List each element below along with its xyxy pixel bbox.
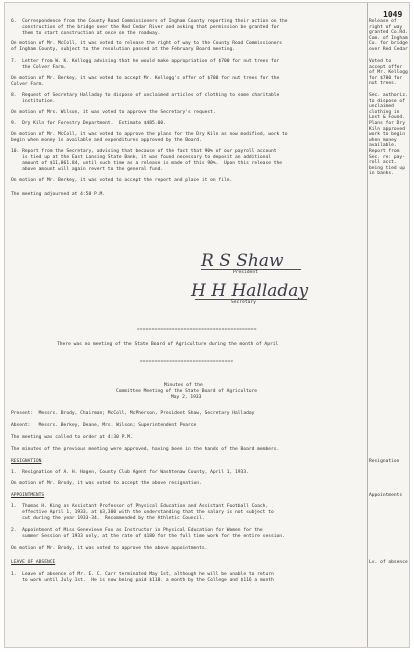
body-line: 10. Report from the Secretary, advising that because of the fact that 90% of our payroll account — [11, 149, 277, 154]
body-line: Colver Farm. — [11, 82, 45, 87]
minutes-date: May 2, 1933 — [171, 395, 202, 400]
secretary-signature: H H Halladay — [191, 281, 309, 301]
body-line: them to start construction at once on the roadway. — [11, 31, 161, 36]
body-line: cut during the year 1933-34. Recommended by the Athletic Council. — [11, 516, 205, 521]
body-line: The minutes of the previous meeting were approved, having been in the hands of the Board members. — [11, 447, 280, 452]
page-number: 1049 — [383, 10, 403, 19]
body-line: construction of the bridge over the Red Cedar River and asking that permission be granted for — [11, 25, 280, 30]
body-line: The meeting was called to order at 4:30 P.M. — [11, 435, 133, 440]
section-heading: RESIGNATION — [11, 459, 42, 464]
margin-note: Plans for Dry Kiln approved work to begin when money available. — [369, 121, 405, 149]
body-line: On motion of Mr. Brody, it was voted to accept the above resignation. — [11, 481, 202, 486]
body-line: to work until July 1st. He is now being paid $110. a month by the College and $116 a month — [11, 578, 274, 583]
margin-note: Resignation — [369, 459, 400, 464]
minutes-heading: Minutes of the — [164, 383, 203, 388]
body-line: On motion of Mr. McColl, it was voted to approve the plans for the Dry Kiln as now modified, work to — [11, 132, 288, 137]
body-line: begin when money is available and expenditures approved by the Board. — [11, 138, 202, 143]
minutes-heading: Committee Meeting of the State Board of Agriculture — [116, 389, 258, 394]
body-line: 7. Letter from W. K. Kellogg advising that he would make appropriation of $700 for nut trees for — [11, 59, 280, 64]
body-line: On motion of Mr. Berkey, it was voted to accept Mr. Kellogg's offer of $700 for nut trees for the — [11, 76, 280, 81]
secretary-title: Secretary — [231, 300, 256, 305]
body-line: institution. — [11, 99, 56, 104]
body-line: On motion of Mrs. Wilson, it was voted to approve the Secretary's request. — [11, 110, 216, 115]
body-line: On motion of Mr. McColl, it was voted to release the right of way to the County Road Commissioners — [11, 41, 283, 46]
president-title: President — [233, 270, 258, 275]
body-line: Present: Messrs. Brody, Chairman; McColl, McPherson, President Shaw, Secretary Halladay — [11, 411, 255, 416]
separator-line: ========================================= — [137, 326, 257, 331]
margin-note: Voted to accept offer of Mr. Kellogg for $700 for nut trees. — [369, 59, 408, 87]
body-line: of Ingham County, subject to the resolution passed at the February Board meeting. — [11, 47, 236, 52]
margin-note: Report from Sec. re: pay- roll acct. being tied up in banks. — [369, 149, 405, 177]
body-line: is tied up at the East Lansing State Bank, it was found necessary to deposit an additional — [11, 155, 271, 160]
body-line: effective April 1, 1933, at $3,300 with the understanding that the salary is not subject to — [11, 510, 274, 515]
margin-note: Lv. of absence — [369, 560, 408, 565]
body-line: The meeting adjourned at 4:50 P.M. — [11, 192, 106, 197]
body-line: 2. Appointment of Miss Genevieve Fox as Instructor in Physical Education for Women for the — [11, 528, 263, 533]
body-line: 1. Leave of absence of Mr. E. C. Carr terminated May 1st, although he will be unable to return — [11, 572, 274, 577]
body-line: On motion of Mr. Brody, it was voted to approve the above appointments. — [11, 546, 208, 551]
body-line: 6. Correspondence from the County Road Commissioners of Ingham County reporting their action on the — [11, 19, 288, 24]
body-line: amount of $11,861.84, until such time as a release is made of this 90%. Upon this release the — [11, 161, 283, 166]
body-line: 9. Dry Kiln for Forestry Department. Estimate $485.00. — [11, 121, 166, 126]
margin-note: Sec. authoriz. to dispose of unclaimed clothing in Lost & Found. — [369, 93, 408, 121]
body-line: 1. Resignation of A. H. Hagen, County Club Agent for Washtenaw County, April 1, 1933. — [11, 470, 249, 475]
separator-line: ================================ — [140, 358, 234, 363]
margin-note: Appointments — [369, 493, 403, 498]
margin-note: Release of right of way granted Co.Rd. Com. of Ingham Co. for bridge over Red Cedar — [369, 19, 408, 52]
body-line: the Colver Farm. — [11, 65, 67, 70]
president-signature: R S Shaw — [201, 251, 284, 271]
body-line: There was no meeting of the State Board of Agriculture during the month of April — [57, 342, 279, 347]
body-line: On motion of Mr. Berkey, it was voted to accept the report and place it on file. — [11, 178, 233, 183]
section-heading: LEAVE OF ABSENCE — [11, 560, 56, 565]
body-line: above amount will again revert to the general fund. — [11, 167, 164, 172]
document-page — [4, 2, 410, 648]
body-line: 1. Thomas H. King as Assistant Professor of Physical Education and Assistant Football Coach, — [11, 504, 269, 509]
body-line: Absent: Messrs. Berkey, Deane, Mrs. Wilson; Superintendent Pearce — [11, 423, 197, 428]
section-heading: APPOINTMENTS — [11, 493, 45, 498]
body-line: 8. Request of Secretary Halladay to dispose of unclaimed articles of clothing to some charitable — [11, 93, 280, 98]
margin-rule — [367, 3, 368, 647]
body-line: summer Session of 1933 only, at the rate of $180 for the full time work for the entire session. — [11, 534, 285, 539]
